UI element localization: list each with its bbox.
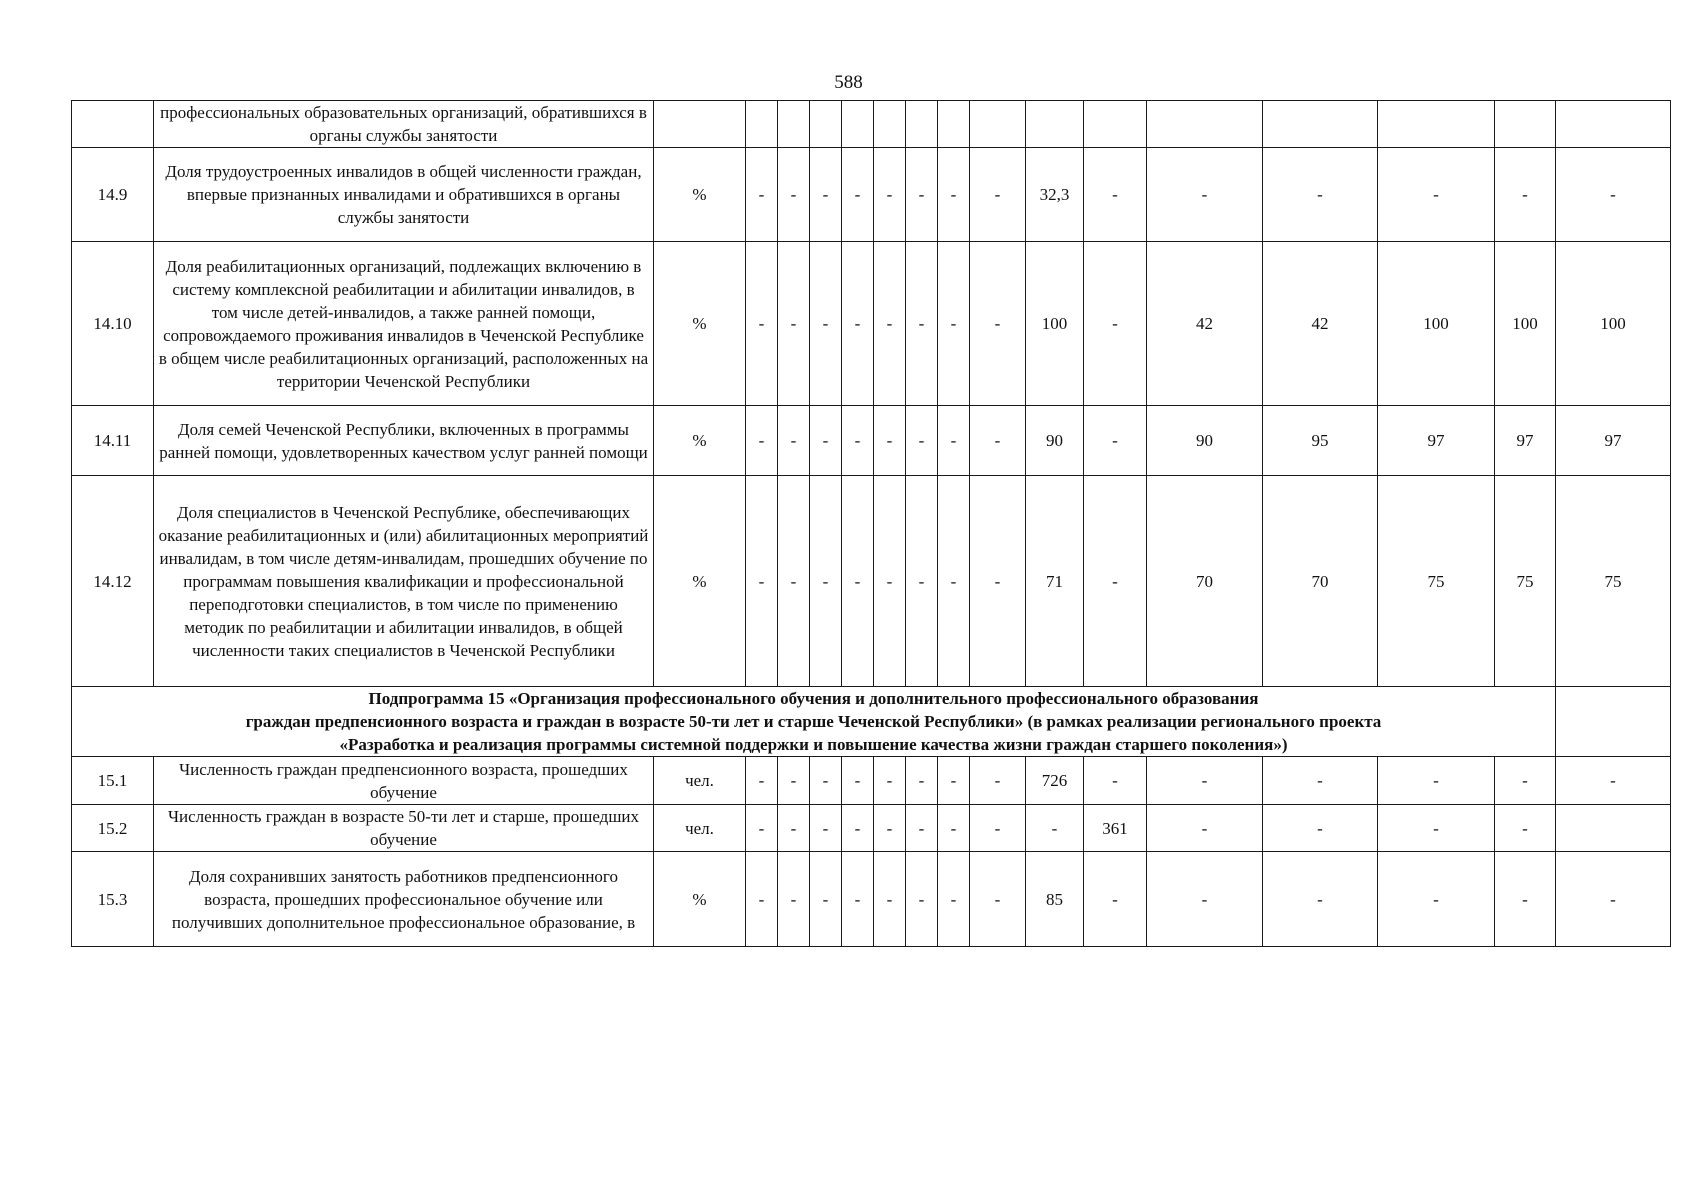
year-value-cell <box>906 101 938 148</box>
value-cell-v2025: - <box>1556 757 1671 805</box>
year-value-cell: - <box>778 852 810 947</box>
value-cell-v2021 <box>1147 101 1263 148</box>
year-value-cell: - <box>810 757 842 805</box>
year-value-cell: - <box>810 242 842 406</box>
value-cell-v2022: - <box>1263 757 1378 805</box>
year-value-cell: - <box>746 242 778 406</box>
year-value-cell: - <box>842 242 874 406</box>
year-value-cell: - <box>810 148 842 242</box>
year-value-cell: - <box>938 805 970 852</box>
value-cell-v2025: 75 <box>1556 476 1671 687</box>
value-cell-v2019: 726 <box>1026 757 1084 805</box>
value-cell-v2019: 85 <box>1026 852 1084 947</box>
year-value-cell: - <box>906 148 938 242</box>
blank-cell <box>1556 687 1671 757</box>
table-row <box>72 242 1671 406</box>
value-cell-v2024: 100 <box>1495 242 1556 406</box>
value-cell-v2023: 75 <box>1378 476 1495 687</box>
value-cell-v2020 <box>1084 101 1147 148</box>
year-value-cell: - <box>906 476 938 687</box>
year-value-cell: - <box>842 805 874 852</box>
value-cell-v2025: - <box>1556 148 1671 242</box>
value-cell-v2024: 75 <box>1495 476 1556 687</box>
value-cell-v2022: - <box>1263 148 1378 242</box>
year-value-cell <box>810 101 842 148</box>
unit-cell: чел. <box>654 805 746 852</box>
year-value-cell: - <box>874 476 906 687</box>
table-row <box>72 101 1671 148</box>
table-row <box>72 406 1671 476</box>
indicator-description: Доля специалистов в Чеченской Республике, обеспечивающих оказание реабилитационных и (или) абилитационных мероприятий инвалидам, в том числе детям-инвалидам, прошедших обучение по программам повышения квалификации и профессиональной переподготовки специалистов, в том числе по применению методик по реабилитации и абилитации инвалидов, в общей численности таких специалистов в Чеченской Республики <box>154 476 654 687</box>
year-value-cell: - <box>746 406 778 476</box>
unit-cell: % <box>654 476 746 687</box>
subprogram-header-row <box>72 687 1671 757</box>
value-cell-v2020: - <box>1084 406 1147 476</box>
unit-cell: % <box>654 852 746 947</box>
row-number: 15.3 <box>72 852 154 947</box>
year-value-cell: - <box>778 476 810 687</box>
unit-cell: % <box>654 406 746 476</box>
value-cell-v2024: 97 <box>1495 406 1556 476</box>
table-row <box>72 148 1671 242</box>
value-cell-v2020: - <box>1084 852 1147 947</box>
value-cell-v2019 <box>1026 101 1084 148</box>
year-value-cell: - <box>938 476 970 687</box>
unit-cell <box>654 101 746 148</box>
value-cell-v2022: 95 <box>1263 406 1378 476</box>
indicators-table <box>71 100 1671 947</box>
year-value-cell: - <box>778 242 810 406</box>
year-value-cell: - <box>906 852 938 947</box>
value-cell-v2020: - <box>1084 148 1147 242</box>
year-value-cell: - <box>746 852 778 947</box>
year-value-cell: - <box>874 148 906 242</box>
year-value-cell: - <box>970 242 1026 406</box>
value-cell-v2022 <box>1263 101 1378 148</box>
page-number: 588 <box>834 72 863 93</box>
year-value-cell: - <box>906 757 938 805</box>
year-value-cell: - <box>810 852 842 947</box>
value-cell-v2021: - <box>1147 805 1263 852</box>
subprogram-title-line: граждан предпенсионного возраста и граждан в возрасте 50-ти лет и старше Чеченской Республики» (в рамках реализации регионального проекта <box>245 712 1382 731</box>
row-number: 14.9 <box>72 148 154 242</box>
year-value-cell: - <box>874 852 906 947</box>
value-cell-v2023: 97 <box>1378 406 1495 476</box>
year-value-cell: - <box>938 148 970 242</box>
year-value-cell: - <box>842 757 874 805</box>
unit-cell: % <box>654 242 746 406</box>
value-cell-v2022: 42 <box>1263 242 1378 406</box>
value-cell-v2020: - <box>1084 757 1147 805</box>
value-cell-v2019: 32,3 <box>1026 148 1084 242</box>
year-value-cell: - <box>938 852 970 947</box>
year-value-cell: - <box>810 406 842 476</box>
year-value-cell: - <box>842 148 874 242</box>
table-row <box>72 476 1671 687</box>
value-cell-v2023: 100 <box>1378 242 1495 406</box>
year-value-cell: - <box>970 757 1026 805</box>
subprogram-title-line: Подпрограмма 15 «Организация профессионального обучения и дополнительного профессионального образования <box>368 689 1259 708</box>
value-cell-v2025: 97 <box>1556 406 1671 476</box>
value-cell-v2024 <box>1495 101 1556 148</box>
year-value-cell: - <box>906 805 938 852</box>
value-cell-v2025 <box>1556 805 1671 852</box>
year-value-cell <box>778 101 810 148</box>
year-value-cell: - <box>746 757 778 805</box>
value-cell-v2019: 90 <box>1026 406 1084 476</box>
year-value-cell: - <box>778 757 810 805</box>
indicator-description: Доля реабилитационных организаций, подлежащих включению в систему комплексной реабилитации и абилитации инвалидов, в том числе детей-инвалидов, а также ранней помощи, сопровождаемого проживания инвалидов в Чеченской Республике в общем числе реабилитационных организаций, расположенных на территории Чеченской Республики <box>154 242 654 406</box>
value-cell-v2019: 71 <box>1026 476 1084 687</box>
year-value-cell <box>746 101 778 148</box>
year-value-cell: - <box>778 148 810 242</box>
value-cell-v2024: - <box>1495 805 1556 852</box>
year-value-cell: - <box>874 757 906 805</box>
year-value-cell: - <box>746 805 778 852</box>
value-cell-v2024: - <box>1495 757 1556 805</box>
year-value-cell: - <box>842 476 874 687</box>
year-value-cell: - <box>746 148 778 242</box>
year-value-cell: - <box>778 406 810 476</box>
value-cell-v2019: 100 <box>1026 242 1084 406</box>
unit-cell: % <box>654 148 746 242</box>
value-cell-v2020: - <box>1084 242 1147 406</box>
table-row <box>72 852 1671 947</box>
year-value-cell <box>970 101 1026 148</box>
year-value-cell: - <box>970 852 1026 947</box>
value-cell-v2022: 70 <box>1263 476 1378 687</box>
year-value-cell <box>842 101 874 148</box>
year-value-cell: - <box>906 406 938 476</box>
value-cell-v2021: 90 <box>1147 406 1263 476</box>
year-value-cell: - <box>810 805 842 852</box>
value-cell-v2024: - <box>1495 148 1556 242</box>
year-value-cell: - <box>746 476 778 687</box>
value-cell-v2025: 100 <box>1556 242 1671 406</box>
table-row <box>72 805 1671 852</box>
value-cell-v2023: - <box>1378 852 1495 947</box>
year-value-cell: - <box>810 476 842 687</box>
year-value-cell: - <box>970 406 1026 476</box>
value-cell-v2021: - <box>1147 148 1263 242</box>
indicator-description: профессиональных образовательных организаций, обратившихся в органы службы занятости <box>154 101 654 148</box>
value-cell-v2023: - <box>1378 148 1495 242</box>
value-cell-v2021: - <box>1147 852 1263 947</box>
value-cell-v2024: - <box>1495 852 1556 947</box>
year-value-cell: - <box>874 406 906 476</box>
year-value-cell <box>938 101 970 148</box>
indicator-description: Доля сохранивших занятость работников предпенсионного возраста, прошедших профессиональное обучение или получивших дополнительное профессиональное образование, в <box>154 852 654 947</box>
indicator-description: Численность граждан в возрасте 50-ти лет и старше, прошедших обучение <box>154 805 654 852</box>
indicator-description: Доля трудоустроенных инвалидов в общей численности граждан, впервые признанных инвалидами и обратившихся в органы службы занятости <box>154 148 654 242</box>
year-value-cell: - <box>906 242 938 406</box>
year-value-cell: - <box>874 805 906 852</box>
value-cell-v2025 <box>1556 101 1671 148</box>
year-value-cell: - <box>938 242 970 406</box>
row-number <box>72 101 154 148</box>
year-value-cell: - <box>938 757 970 805</box>
value-cell-v2021: - <box>1147 757 1263 805</box>
row-number: 14.12 <box>72 476 154 687</box>
value-cell-v2021: 42 <box>1147 242 1263 406</box>
year-value-cell: - <box>842 852 874 947</box>
value-cell-v2019: - <box>1026 805 1084 852</box>
year-value-cell: - <box>778 805 810 852</box>
value-cell-v2025: - <box>1556 852 1671 947</box>
year-value-cell: - <box>970 148 1026 242</box>
subprogram-title <box>72 687 1556 757</box>
row-number: 14.11 <box>72 406 154 476</box>
year-value-cell: - <box>874 242 906 406</box>
value-cell-v2023: - <box>1378 757 1495 805</box>
value-cell-v2023: - <box>1378 805 1495 852</box>
table-row <box>72 757 1671 805</box>
value-cell-v2020: 361 <box>1084 805 1147 852</box>
value-cell-v2022: - <box>1263 852 1378 947</box>
value-cell-v2021: 70 <box>1147 476 1263 687</box>
row-number: 15.1 <box>72 757 154 805</box>
value-cell-v2020: - <box>1084 476 1147 687</box>
year-value-cell: - <box>970 476 1026 687</box>
value-cell-v2022: - <box>1263 805 1378 852</box>
indicator-description: Численность граждан предпенсионного возраста, прошедших обучение <box>154 757 654 805</box>
year-value-cell: - <box>970 805 1026 852</box>
row-number: 15.2 <box>72 805 154 852</box>
year-value-cell: - <box>842 406 874 476</box>
year-value-cell <box>874 101 906 148</box>
row-number: 14.10 <box>72 242 154 406</box>
value-cell-v2023 <box>1378 101 1495 148</box>
unit-cell: чел. <box>654 757 746 805</box>
year-value-cell: - <box>938 406 970 476</box>
subprogram-title-line: «Разработка и реализация программы системной поддержки и повышение качества жизни граждан старшего поколения») <box>339 735 1288 754</box>
indicator-description: Доля семей Чеченской Республики, включенных в программы ранней помощи, удовлетворенных качеством услуг ранней помощи <box>154 406 654 476</box>
